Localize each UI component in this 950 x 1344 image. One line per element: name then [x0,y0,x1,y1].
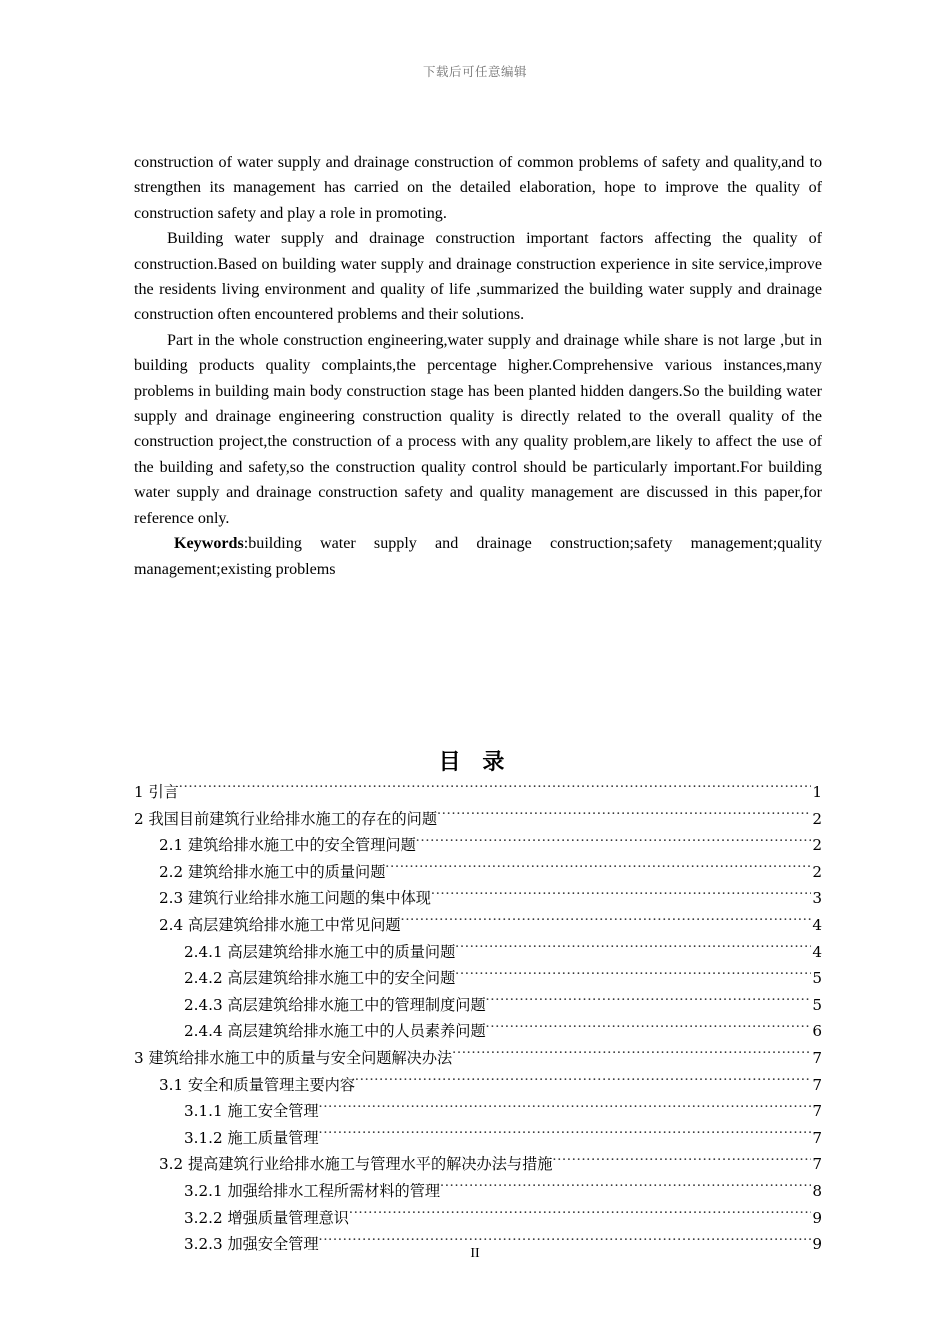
toc-entry-page-number: 5 [812,995,822,1014]
abstract-body [134,150,822,582]
table-of-contents [134,779,822,1258]
toc-entry[interactable] [134,965,822,992]
toc-entry-page-number: 2 [812,809,822,828]
toc-entry[interactable] [134,1205,822,1232]
toc-entry-label: 1 引言 [134,783,179,801]
abstract-paragraph-1: construction of water supply and drainage construction of common problems of safety and quality,and to strengthen its management has carried on the detailed elaboration, hope to improve the quality of construction safety and play a role in promoting. [134,154,822,222]
toc-entry[interactable] [134,859,822,886]
toc-entry-label: 2.4.2 高层建筑给排水施工中的安全问题 [184,969,456,988]
keywords-paragraph [134,531,822,582]
toc-entry-label: 3.1 安全和质量管理主要内容 [159,1075,356,1094]
toc-entry-label: 2.1 建筑给排水施工中的安全管理问题 [159,836,416,855]
toc-dot-leader [401,915,812,930]
toc-dot-leader [385,862,811,877]
toc-entry[interactable] [134,832,822,859]
toc-entry[interactable] [134,1151,822,1178]
toc-entry-label: 3.1.2 施工质量管理 [184,1128,319,1147]
toc-entry[interactable] [134,1125,822,1152]
toc-entry-page-number: 2 [812,862,822,881]
toc-entry-label: 2 我国目前建筑行业给排水施工的存在的问题 [134,809,438,828]
toc-entry[interactable] [134,992,822,1019]
keywords-separator: : [243,535,249,553]
toc-entry-page-number: 2 [812,836,822,855]
toc-dot-leader [319,1101,812,1116]
toc-entry-label: 2.4.3 高层建筑给排水施工中的管理制度问题 [184,995,486,1014]
toc-entry-page-number: 7 [812,1155,822,1174]
toc-dot-leader [552,1154,811,1169]
page-header-watermark: 下载后可任意编辑 [422,64,527,79]
toc-entry-label: 2.2 建筑给排水施工中的质量问题 [159,862,386,881]
toc-entry[interactable] [134,1018,822,1045]
toc-entry-label: 3 建筑给排水施工中的质量与安全问题解决办法 [134,1048,453,1067]
toc-entry-label: 2.3 建筑行业给排水施工问题的集中体现 [159,889,431,908]
toc-entry-label: 3.2.2 增强质量管理意识 [184,1208,349,1227]
toc-dot-leader [416,835,812,850]
toc-entry[interactable] [134,1098,822,1125]
toc-dot-leader [355,1074,811,1089]
toc-entry-page-number: 7 [812,1075,822,1094]
toc-dot-leader [431,888,811,903]
toc-dot-leader [455,941,811,956]
toc-entry-label: 3.1.1 施工安全管理 [184,1102,319,1121]
toc-dot-leader [452,1048,811,1063]
toc-entry[interactable] [134,1178,822,1205]
toc-entry-page-number: 7 [812,1102,822,1121]
toc-entry[interactable] [134,885,822,912]
toc-dot-leader [319,1128,812,1143]
toc-entry-page-number: 7 [812,1128,822,1147]
toc-heading: 目 录 [438,749,512,775]
toc-dot-leader [455,968,811,983]
toc-entry[interactable] [134,912,822,939]
toc-entry-page-number: 3 [812,889,822,908]
toc-dot-leader [437,808,811,823]
toc-entry-page-number: 9 [812,1235,822,1254]
toc-entry[interactable] [134,806,822,833]
toc-entry-page-number: 4 [812,942,822,961]
toc-entry-label: 3.2.3 加强安全管理 [184,1235,319,1254]
toc-entry-label: 3.2.1 加强给排水工程所需材料的管理 [184,1181,441,1200]
toc-entry-label: 2.4 高层建筑给排水施工中常见问题 [159,915,401,934]
keywords-label: Keywords [174,535,244,553]
toc-entry[interactable] [134,1045,822,1072]
toc-entry-page-number: 9 [812,1208,822,1227]
toc-entry-label: 2.4.1 高层建筑给排水施工中的质量问题 [184,942,456,961]
toc-dot-leader [179,782,811,797]
toc-entry-page-number: 4 [812,915,822,934]
toc-entry[interactable] [134,779,822,806]
toc-dot-leader [440,1181,811,1196]
toc-dot-leader [486,995,812,1010]
toc-dot-leader [349,1207,811,1222]
toc-entry-page-number: 5 [812,969,822,988]
toc-entry-label: 3.2 提高建筑行业给排水施工与管理水平的解决办法与措施 [159,1155,553,1174]
toc-entry[interactable] [134,1072,822,1099]
keywords-value: building water supply and drainage construction;safety management;quality management;existing problems [134,535,822,578]
toc-entry-label: 2.4.4 高层建筑给排水施工中的人员素养问题 [184,1022,486,1041]
toc-entry-page-number: 6 [812,1022,822,1041]
footer-page-number: II [470,1246,480,1261]
abstract-paragraph-2: Building water supply and drainage construction important factors affecting the quality of construction.Based on building water supply and drainage construction experience in site service,improve the residents living environment and quality of life ,summarized the building water supply and drainage construction often encountered problems and their solutions. [134,230,822,324]
toc-entry[interactable] [134,939,822,966]
abstract-paragraph-3: Part in the whole construction engineering,water supply and drainage while share is not large ,but in building products quality complaints,the percentage higher.Comprehensive various instances,many problems in building main body construction stage has been planted hidden dangers.So the building water supply and drainage engineering construction quality is directly related to the overall quality of the construction project,the construction of a process with any quality problem,are likely to affect the use of the building and safety,so the construction quality control should be particularly important.For building water supply and drainage construction safety and quality management are discussed in this paper,for reference only. [134,331,822,527]
toc-entry-page-number: 8 [812,1181,822,1200]
toc-entry-page-number: 7 [812,1048,822,1067]
toc-entry-page-number: 1 [812,783,822,801]
toc-dot-leader [486,1021,812,1036]
